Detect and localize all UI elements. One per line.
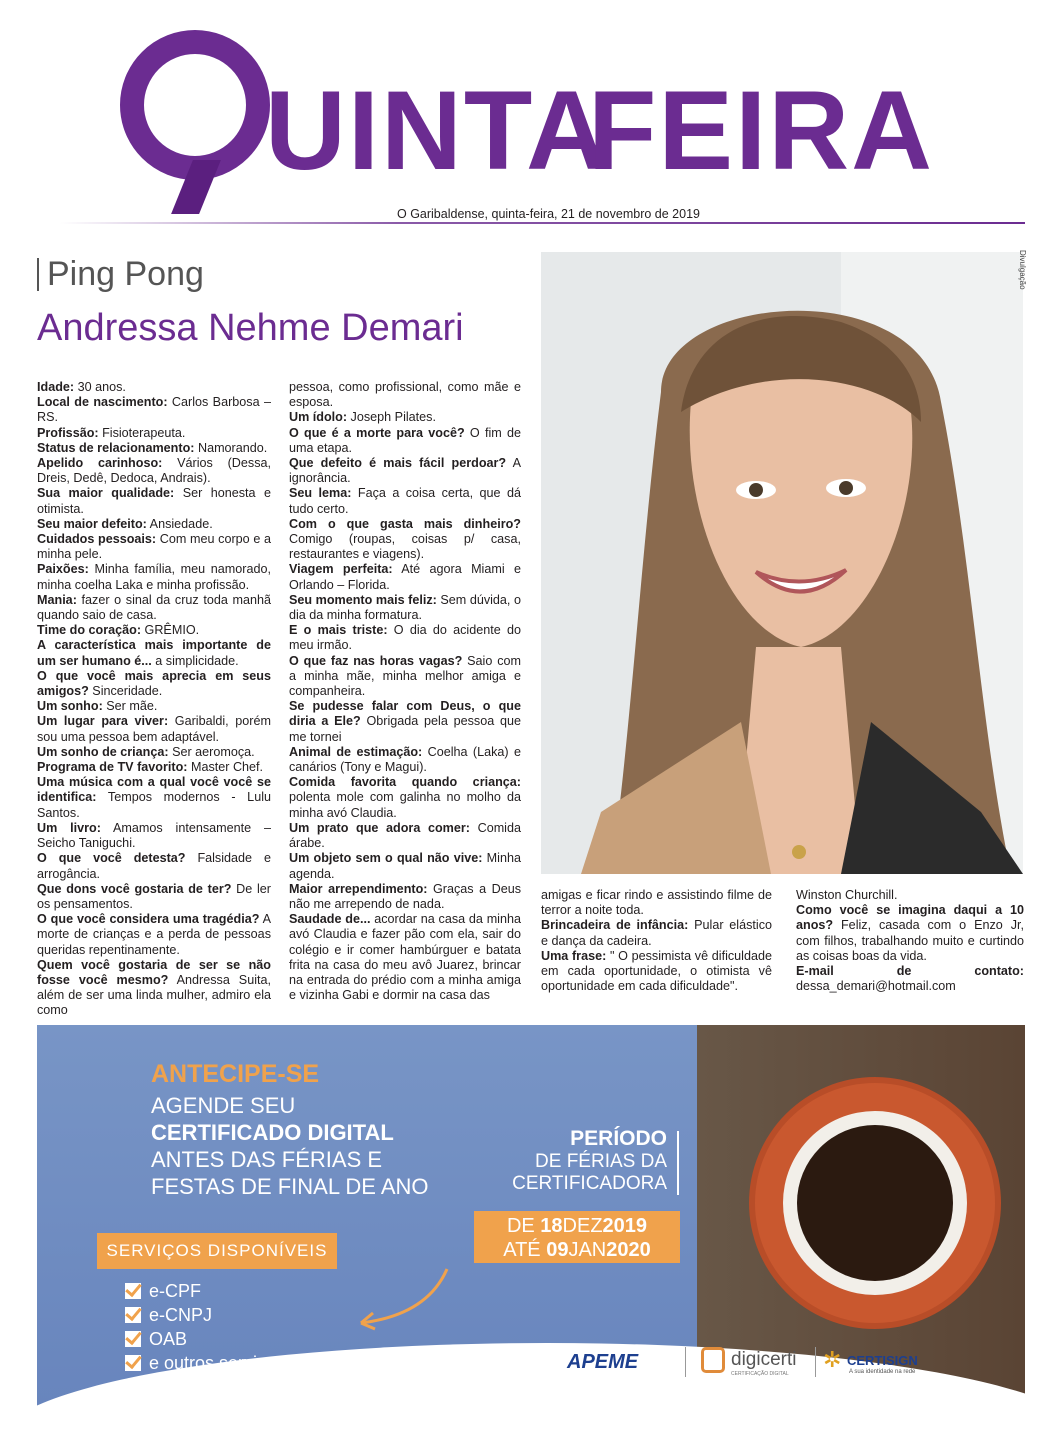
ad-service-item xyxy=(125,1281,201,1302)
logo-divider xyxy=(815,1347,816,1377)
qa-answer: Faça a coisa certa, que dá tudo certo. xyxy=(289,486,521,516)
ad-line-3: ANTES DAS FÉRIAS E xyxy=(151,1147,383,1172)
qa-question: Com o que gasta mais dinheiro? xyxy=(289,516,521,531)
qa-question: Um ídolo: xyxy=(289,410,348,425)
qa-question: Comida favorita quando criança: xyxy=(289,775,521,790)
qa-answer: Carlos Barbosa – RS. xyxy=(37,395,271,425)
qa-question: Apelido carinhoso: xyxy=(37,456,163,471)
qa-answer: Vários (Dessa, Dreis, Dedê, Dedoca, Andrais). xyxy=(37,456,271,486)
qa-item xyxy=(289,821,521,851)
qa-question: Uma frase: xyxy=(541,948,607,963)
digicert-logo: digicerti xyxy=(731,1349,797,1370)
qa-item xyxy=(796,903,1024,964)
qa-answer: Comida árabe. xyxy=(289,820,521,851)
qa-question: E o mais triste: xyxy=(289,623,388,638)
qa-answer: pessoa, como profissional, como mãe e esposa. xyxy=(289,380,521,410)
qa-answer: Pular elástico e dança da cadeira. xyxy=(541,918,772,948)
qa-answer: Ser mãe. xyxy=(102,699,158,714)
article-title: Andressa Nehme Demari xyxy=(37,307,464,349)
qa-answer: fazer o sinal da cruz toda manhã quando saio de casa. xyxy=(37,592,271,623)
qa-item xyxy=(37,669,271,699)
checkbox-icon xyxy=(125,1355,141,1371)
qa-answer: O fim de uma etapa. xyxy=(289,425,521,455)
qa-answer: Andressa Suita, além de ser uma linda mulher, admiro ela como xyxy=(37,972,271,1018)
ad-date-range xyxy=(474,1211,680,1263)
qa-question: Quem você gostaria de ser se não fosse você mesmo? xyxy=(37,957,271,987)
dateline-text: O Garibaldense, quinta-feira, 21 de novembro de 2019 xyxy=(397,207,700,221)
qa-item xyxy=(37,882,271,912)
qa-answer: Ansiedade. xyxy=(146,516,213,531)
qa-question: Que defeito é mais fácil perdoar? xyxy=(289,456,507,471)
qa-item xyxy=(37,456,271,486)
qa-item xyxy=(289,745,521,775)
qa-item xyxy=(37,593,271,623)
qa-question: E-mail de contato: xyxy=(796,964,1024,979)
qa-question: Um sonho: xyxy=(37,699,103,714)
qa-answer: Obrigada pela pessoa que me tornei xyxy=(289,714,521,744)
ad-date-to-prefix: ATÉ xyxy=(503,1239,547,1261)
qa-question: Maior arrependimento: xyxy=(289,881,428,896)
qa-question: Brincadeira de infância: xyxy=(541,918,689,933)
ad-divider xyxy=(677,1131,679,1195)
qa-question: Seu lema: xyxy=(289,486,352,501)
qa-item xyxy=(541,888,772,918)
ad-date-to-month: JAN xyxy=(568,1239,607,1261)
qa-answer: Minha família, meu namorado, minha coelha Laka e minha profissão. xyxy=(37,562,271,592)
qa-answer: Sinceridade. xyxy=(88,684,163,699)
ad-service-item xyxy=(125,1353,285,1374)
qa-item xyxy=(289,654,521,700)
qa-question: Um sonho de criança: xyxy=(37,744,169,759)
apeme-logo: APEME xyxy=(567,1351,639,1373)
qa-item xyxy=(289,882,521,912)
qa-item xyxy=(541,918,772,948)
qa-question: O que faz nas horas vagas? xyxy=(289,653,463,668)
qa-answer: Com meu corpo e a minha pele. xyxy=(37,532,271,562)
qa-item xyxy=(37,958,271,1019)
ad-service-item xyxy=(125,1329,187,1350)
qa-question: A característica mais importante de um ser humano é... xyxy=(37,638,271,668)
ad-line-2: CERTIFICADO DIGITAL xyxy=(151,1120,394,1145)
qa-item xyxy=(37,912,271,958)
masthead-title-feira: FEIRA xyxy=(588,68,934,193)
qa-answer: dessa_demari@hotmail.com xyxy=(796,979,956,994)
qa-item xyxy=(37,821,271,851)
qa-answer: Garibaldi, porém sou uma pessoa bem adaptável. xyxy=(37,714,271,744)
qa-item xyxy=(289,562,521,592)
ad-line-4: FESTAS DE FINAL DE ANO xyxy=(151,1174,429,1199)
qa-item xyxy=(37,638,271,668)
qa-answer: Amamos intensamente – Seicho Taniguchi. xyxy=(37,820,271,851)
qa-answer: Saio com a minha mãe, minha melhor amiga e companheira. xyxy=(289,653,521,699)
digicert-icon xyxy=(701,1347,725,1373)
qa-question: Mania: xyxy=(37,592,77,607)
ad-service-text: e-CPF xyxy=(149,1281,202,1301)
qa-answer: polenta mole com galinha no molho da minha avó Claudia. xyxy=(289,790,521,820)
ad-date-to xyxy=(474,1238,680,1262)
qa-item xyxy=(289,912,521,1003)
qa-item xyxy=(289,456,521,486)
certisign-subtitle: A sua identidade na rede xyxy=(849,1369,916,1375)
qa-question: Idade: xyxy=(37,380,75,394)
qa-question: Uma música com a qual você você se identifica: xyxy=(37,775,271,805)
qa-answer: Falsidade e arrogância. xyxy=(37,851,271,881)
qa-answer: Até agora Miami e Orlando – Florida. xyxy=(289,562,521,592)
qa-item xyxy=(289,517,521,563)
qa-question: Seu maior defeito: xyxy=(37,516,147,531)
qa-question: Um objeto sem o qual não vive: xyxy=(289,851,483,866)
article-column-1 xyxy=(37,380,271,1019)
checkbox-icon xyxy=(125,1331,141,1347)
qa-item xyxy=(37,760,271,775)
article-column-2 xyxy=(289,380,521,1003)
ad-services-label: SERVIÇOS DISPONÍVEIS xyxy=(97,1233,337,1269)
masthead xyxy=(0,0,1058,230)
qa-answer: a simplicidade. xyxy=(151,653,239,668)
qa-item xyxy=(37,426,271,441)
qa-question: Animal de estimação: xyxy=(289,744,423,759)
qa-item xyxy=(37,623,271,638)
ad-date-from-year: 2019 xyxy=(602,1215,648,1237)
qa-item xyxy=(289,775,521,821)
qa-answer: Comigo (roupas, coisas p/ casa, restaurantes e viagens). xyxy=(289,532,521,562)
photo-credit: Divulgação xyxy=(1018,250,1027,290)
qa-item xyxy=(37,517,271,532)
qa-answer: Minha agenda. xyxy=(289,851,521,881)
qa-answer: Coelha (Laka) e canários (Tony e Magui). xyxy=(289,744,522,775)
qa-item xyxy=(37,714,271,744)
qa-item xyxy=(289,486,521,516)
qa-answer: O dia do acidente do meu irmão. xyxy=(289,623,521,653)
qa-item xyxy=(289,426,521,456)
masthead-rule xyxy=(60,222,1025,224)
qa-item xyxy=(37,851,271,881)
qa-question: Um prato que adora comer: xyxy=(289,820,470,835)
qa-item xyxy=(37,441,271,456)
qa-item xyxy=(37,395,271,425)
ad-service-item xyxy=(125,1305,212,1326)
qa-answer: Fisioterapeuta. xyxy=(98,425,186,440)
qa-answer: amigas e ficar rindo e assistindo filme de terror a noite toda. xyxy=(541,888,772,918)
ad-date-to-day: 09 xyxy=(546,1239,569,1261)
ad-periodo-title: PERÍODO xyxy=(570,1127,667,1150)
section-label xyxy=(37,255,204,294)
qa-item xyxy=(289,380,521,410)
ad-date-from-prefix: DE xyxy=(506,1215,541,1237)
qa-answer: Ser aeromoça. xyxy=(168,744,255,759)
digicert-subtitle: CERTIFICAÇÃO DIGITAL xyxy=(731,1371,789,1377)
ad-headline: ANTECIPE-SE xyxy=(151,1060,320,1088)
certisign-logo: CERTISIGN xyxy=(847,1353,918,1368)
qa-answer: Joseph Pilates. xyxy=(347,410,436,425)
masthead-title-quinta: UINTA xyxy=(265,68,609,193)
qa-question: Como você se imagina daqui a 10 anos? xyxy=(796,903,1024,933)
qa-question: Profissão: xyxy=(37,425,99,440)
qa-question: Seu momento mais feliz: xyxy=(289,592,437,607)
qa-answer: Graças a Deus não me arrependo de nada. xyxy=(289,881,521,911)
qa-question: Que dons você gostaria de ter? xyxy=(37,881,232,896)
portrait-photo xyxy=(541,252,1023,874)
qa-question: Time do coração: xyxy=(37,623,142,638)
qa-answer: Namorando. xyxy=(194,440,268,455)
ad-line-1: AGENDE SEU xyxy=(151,1093,296,1118)
ad-date-to-year: 2020 xyxy=(606,1239,651,1261)
qa-question: Viagem perfeita: xyxy=(289,562,393,577)
qa-item xyxy=(37,486,271,516)
qa-answer: De ler os pensamentos. xyxy=(37,881,271,911)
qa-item xyxy=(37,562,271,592)
ad-date-from-day: 18 xyxy=(540,1215,563,1237)
qa-answer: GRÊMIO. xyxy=(141,623,200,638)
qa-question: O que você detesta? xyxy=(37,851,186,866)
qa-answer: " O pessimista vê dificuldade em cada oportunidade, o otimista vê oportunidade em cada dificuldade". xyxy=(541,948,772,994)
masthead-q-letter xyxy=(120,30,270,180)
qa-question: Sua maior qualidade: xyxy=(37,486,175,501)
qa-question: Um livro: xyxy=(37,820,101,835)
article-column-4 xyxy=(796,888,1024,994)
qa-item xyxy=(289,699,521,745)
qa-answer: Ser honesta e otimista. xyxy=(37,486,271,516)
ad-date-from-month: DEZ xyxy=(562,1215,603,1237)
qa-item xyxy=(541,949,772,995)
qa-item xyxy=(289,593,521,623)
advertisement[interactable] xyxy=(37,1025,1025,1406)
qa-question: O que é a morte para você? xyxy=(289,425,465,440)
qa-question: Cuidados pessoais: xyxy=(37,532,157,547)
qa-answer: Tempos modernos - Lulu Santos. xyxy=(37,790,271,820)
qa-item xyxy=(37,699,271,714)
qa-question: Saudade de... xyxy=(289,912,371,927)
ad-service-text: e-CNPJ xyxy=(149,1305,213,1325)
ad-periodo-block xyxy=(487,1127,667,1195)
qa-question: Programa de TV favorito: xyxy=(37,760,188,775)
article-column-3 xyxy=(541,888,772,994)
qa-item xyxy=(289,410,521,425)
qa-answer: A morte de crianças e a perda de pessoas queridas repentinamente. xyxy=(37,912,271,957)
qa-answer: 30 anos. xyxy=(74,380,126,394)
qa-answer: Master Chef. xyxy=(187,760,264,775)
qa-item xyxy=(37,380,271,395)
coffee-icon xyxy=(797,1125,953,1281)
ad-service-text: OAB xyxy=(149,1329,188,1349)
qa-question: Paixões: xyxy=(37,562,89,577)
qa-item xyxy=(289,851,521,881)
qa-item xyxy=(796,888,1024,903)
section-label-text: Ping Pong xyxy=(47,255,204,293)
logo-divider xyxy=(685,1347,686,1377)
qa-answer: Sem dúvida, o dia da minha formatura. xyxy=(289,592,521,623)
qa-question: Se pudesse falar com Deus, o que diria a Ele? xyxy=(289,699,521,729)
qa-question: O que você considera uma tragédia? xyxy=(37,912,260,927)
qa-item xyxy=(796,964,1024,994)
qa-question: O que você mais aprecia em seus amigos? xyxy=(37,668,271,699)
certisign-star-icon: ✲ xyxy=(823,1347,842,1372)
qa-item xyxy=(37,532,271,562)
qa-question: Status de relacionamento: xyxy=(37,440,195,455)
ad-service-text: e outros serviços xyxy=(149,1353,286,1373)
qa-item xyxy=(289,623,521,653)
qa-answer: Winston Churchill. xyxy=(796,888,898,902)
portrait-illustration xyxy=(541,252,1023,874)
qa-question: Local de nascimento: xyxy=(37,395,168,410)
qa-answer: A ignorância. xyxy=(289,456,521,486)
ad-periodo-line-1: DE FÉRIAS DA xyxy=(535,1151,667,1172)
checkbox-icon xyxy=(125,1283,141,1299)
qa-item xyxy=(37,775,271,821)
checkbox-icon xyxy=(125,1307,141,1323)
ad-periodo-line-2: CERTIFICADORA xyxy=(512,1173,667,1194)
ad-date-from xyxy=(474,1214,680,1238)
qa-answer: acordar na casa da minha avó Claudia e fazer pão com ela, sair do colégio e ir comer hambúrguer e batata frita na casa do meu avô Juarez, brincar na entrada do prédio com a minha amiga e vizinha Gabi e dormir na casa das xyxy=(289,912,521,1003)
qa-question: Um lugar para viver: xyxy=(37,714,169,729)
curved-arrow-icon xyxy=(347,1265,457,1335)
qa-answer: Feliz, casada com o Enzo Jr, com filhos, trabalhando muito e curtindo as coisas boas da vida. xyxy=(796,918,1024,963)
qa-item xyxy=(37,745,271,760)
